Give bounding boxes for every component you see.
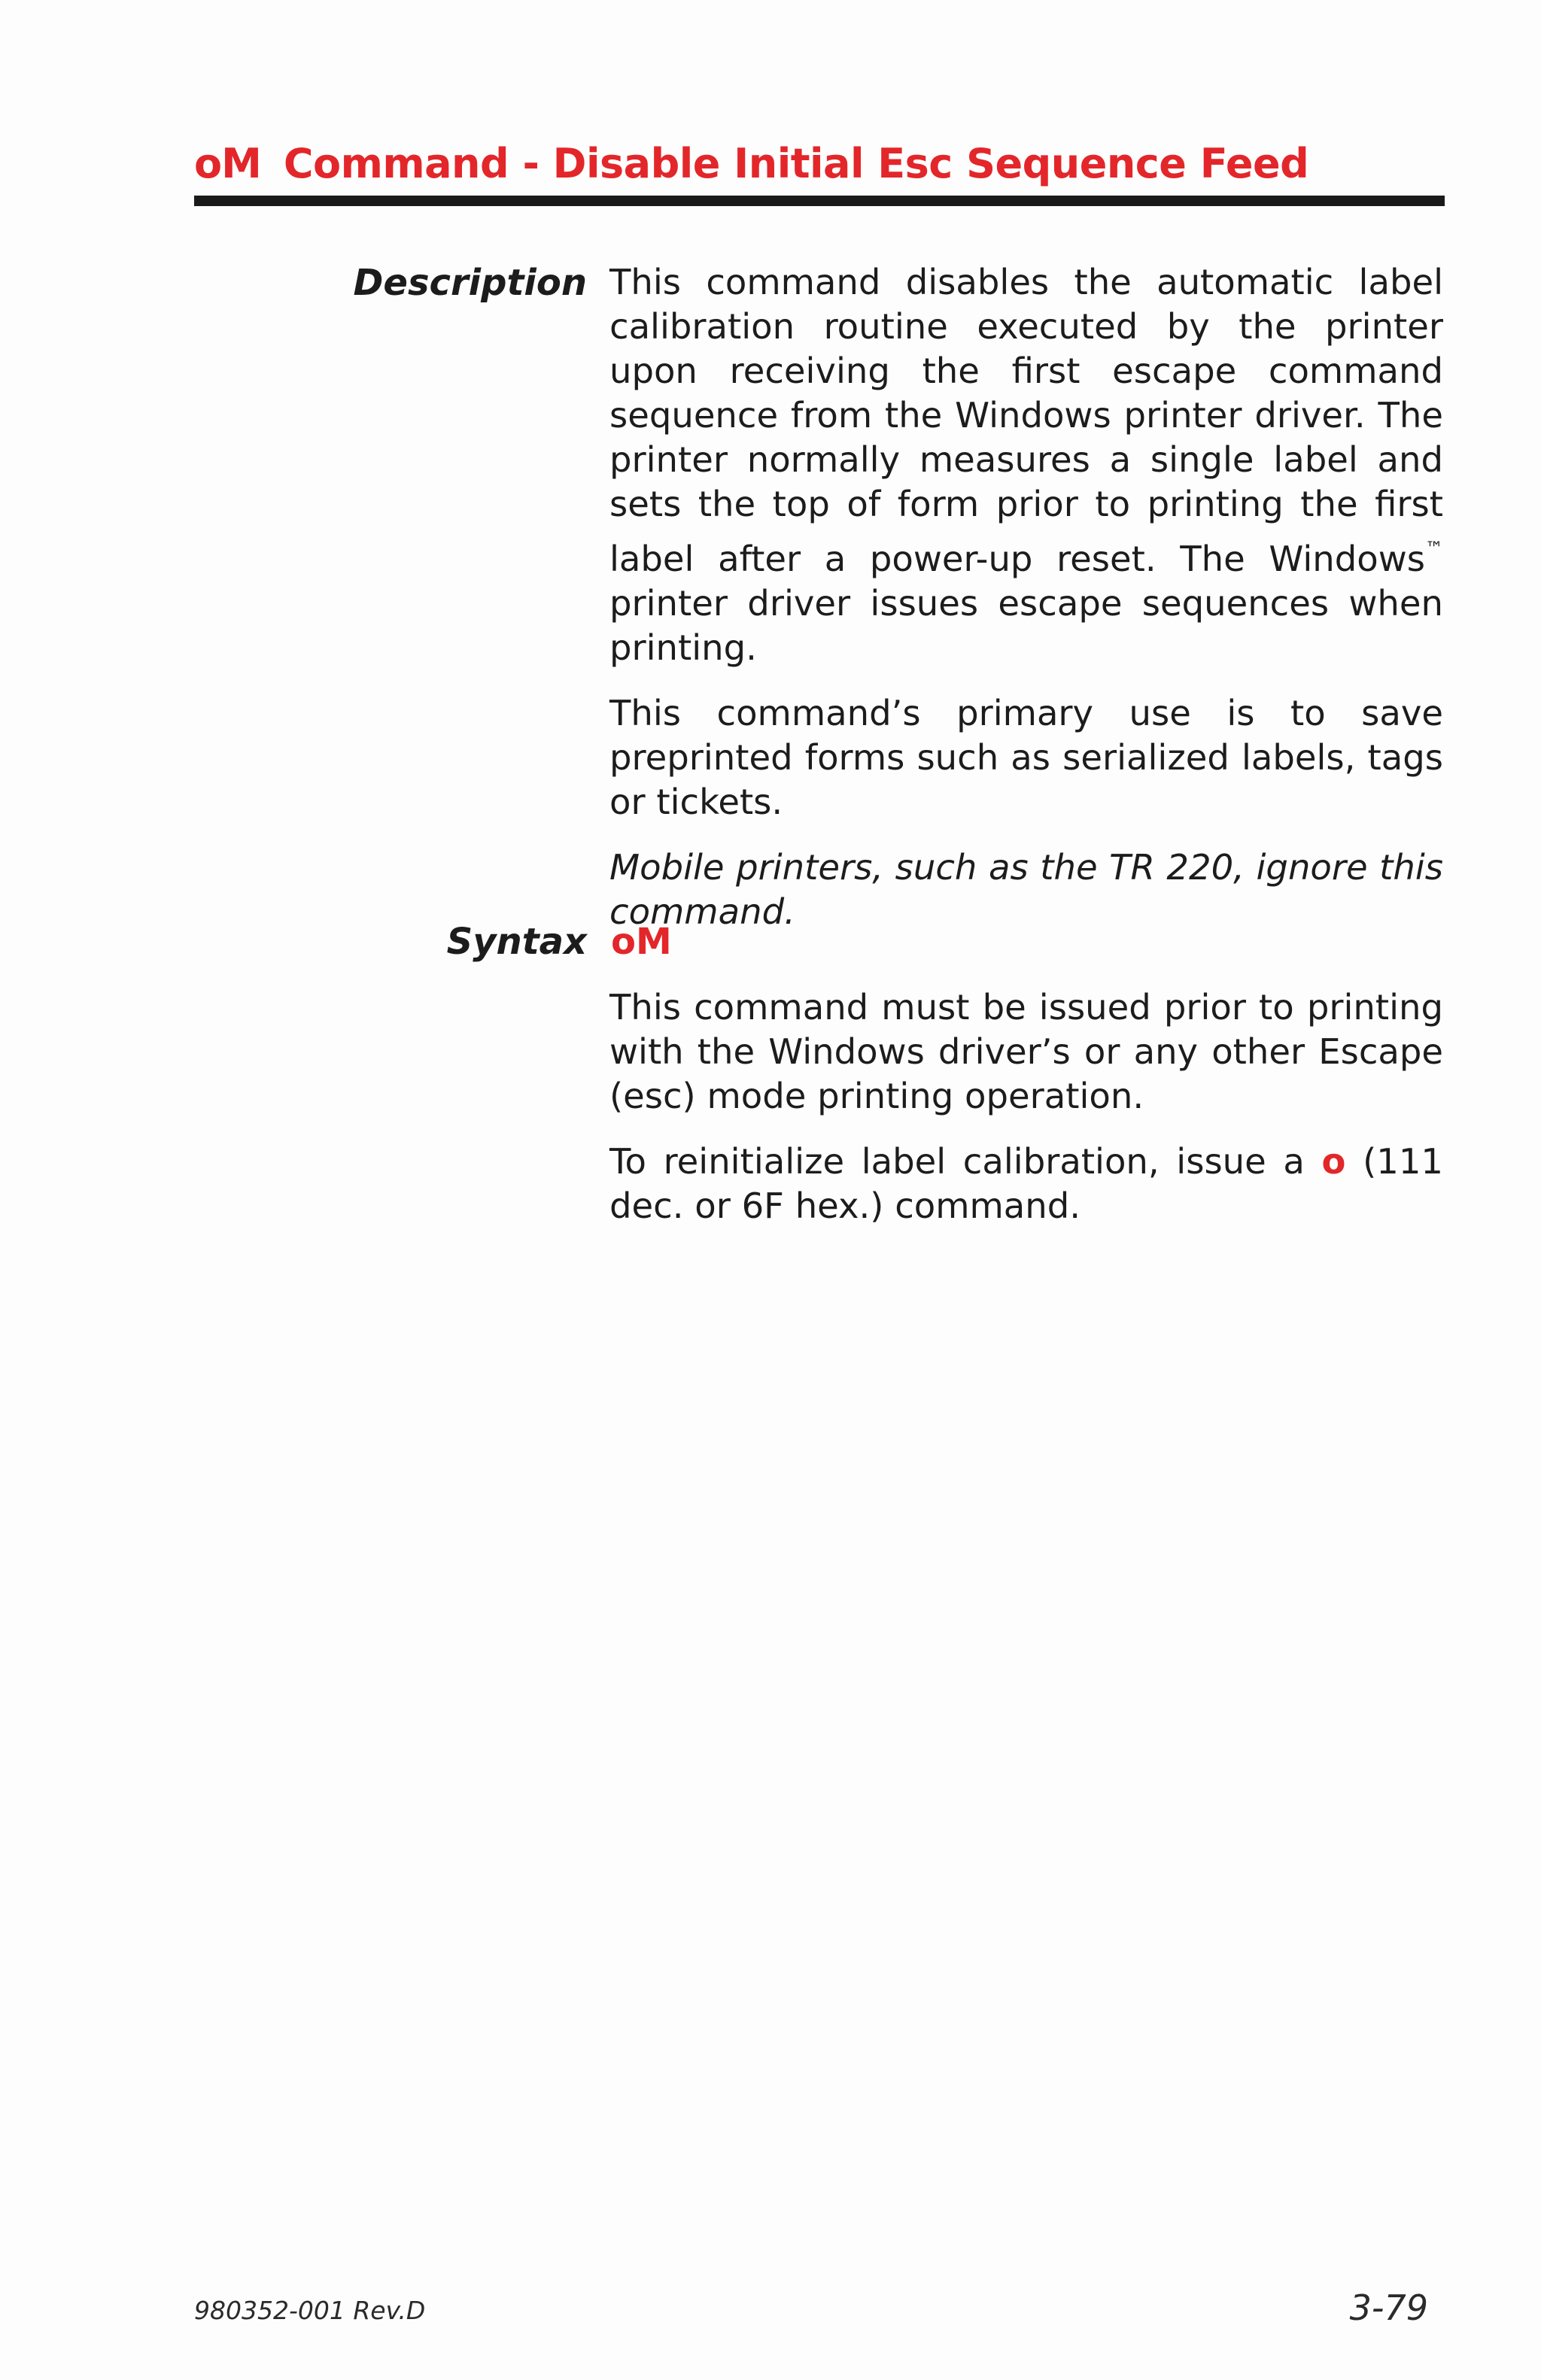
description-paragraph-1-text: This command disables the automatic label calibration routine executed by the printer upon receiving the first escape command sequence from the Windows printer driver. The printer normally measures a single label and sets the top of form prior to printing the first label after a power-up reset. The Windows <box>609 262 1443 579</box>
syntax-paragraph-1: This command must be issued prior to printing with the Windows driver’s or any other Escape (esc) mode printing operation. <box>609 987 1443 1116</box>
description-paragraph-1 <box>609 260 1443 670</box>
syntax-paragraph-2-text: To reinitialize label calibration, issue a <box>609 1141 1322 1182</box>
syntax-label: Syntax <box>446 921 587 963</box>
inline-command-code: o <box>1321 1141 1346 1182</box>
footer-doc-number: 980352-001 Rev.D <box>194 2296 426 2325</box>
syntax-code: oM <box>611 921 672 963</box>
heading-command-code: oM <box>194 140 261 187</box>
syntax-paragraph-2 <box>609 1140 1443 1228</box>
syntax-body <box>609 985 1443 1249</box>
heading-title: Command - Disable Initial Esc Sequence Feed <box>283 140 1309 187</box>
description-label: Description <box>353 262 587 304</box>
description-paragraph-3: Mobile printers, such as the TR 220, ignore this command. <box>609 847 1443 932</box>
page-heading <box>194 134 1443 194</box>
description-paragraph-2: This command’s primary use is to save preprinted forms such as serialized labels, tags or tickets. <box>609 693 1443 822</box>
footer-page-number: 3-79 <box>1349 2287 1428 2328</box>
trademark-symbol: ™ <box>1425 538 1443 559</box>
heading-rule <box>194 196 1445 206</box>
description-paragraph-1-end: printer driver issues escape sequences when printing. <box>609 583 1443 668</box>
syntax-paragraph-2-end: (111 dec. or 6F hex.) command. <box>609 1141 1443 1226</box>
description-body <box>609 260 1443 955</box>
